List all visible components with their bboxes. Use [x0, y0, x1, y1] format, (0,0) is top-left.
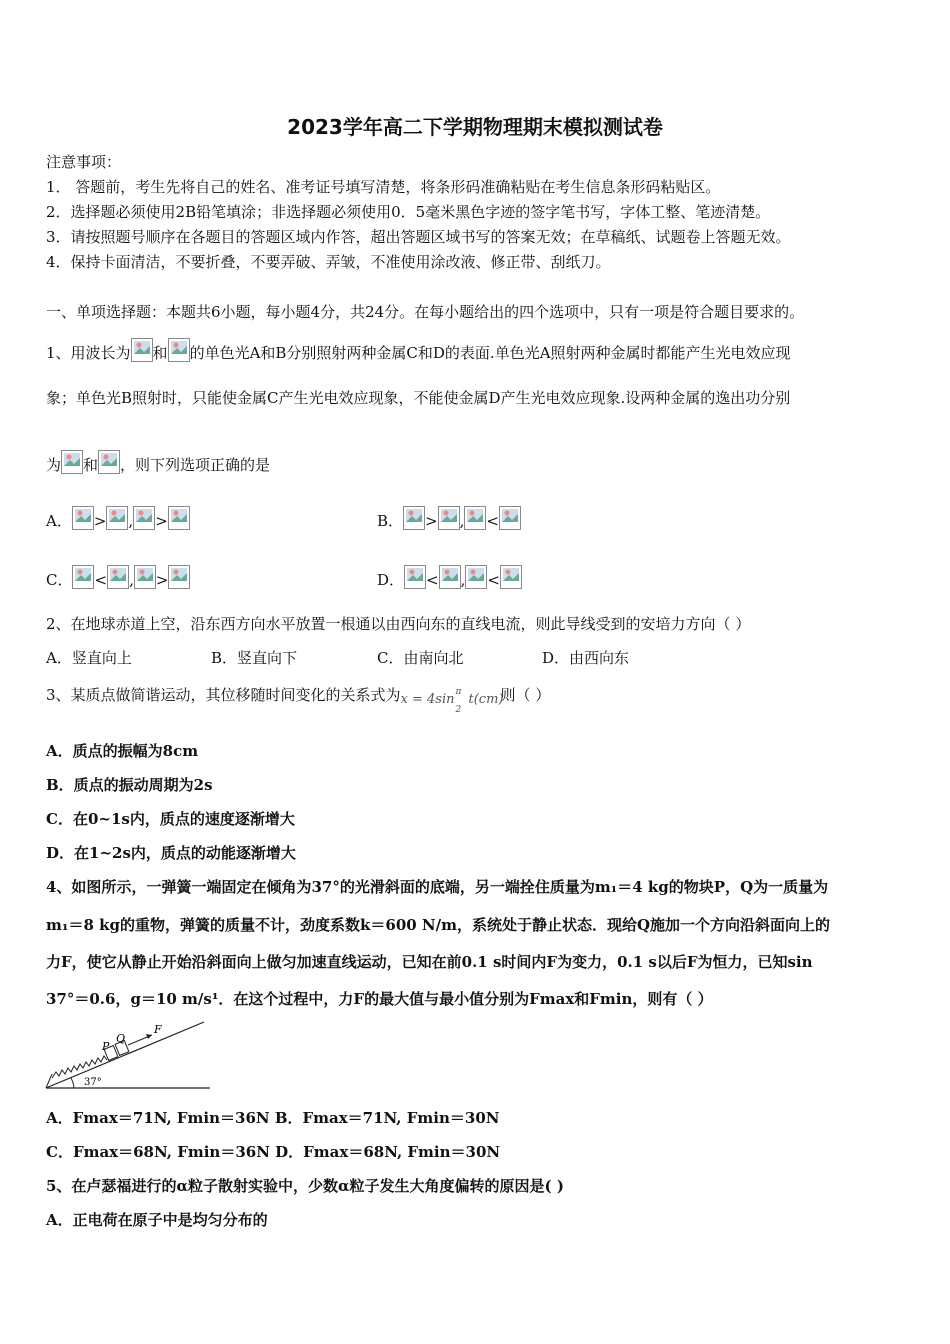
- q2-option-b[interactable]: B．竖直向下: [211, 649, 298, 667]
- broken-image-icon: [403, 506, 425, 530]
- q3-option-a[interactable]: A．质点的振幅为8cm: [46, 742, 199, 760]
- broken-image-icon: [168, 506, 190, 530]
- broken-image-icon: [439, 565, 461, 589]
- broken-image-icon: [107, 565, 129, 589]
- q1-line2: 象；单色光B照射时，只能使金属C产生光电效应现象，不能使金属D产生光电效应现象.设两种金属的逸出功分别: [46, 389, 791, 407]
- fig-label-f: F: [154, 1023, 162, 1036]
- q2-option-c[interactable]: C．由南向北: [377, 649, 464, 667]
- q4-options-cd[interactable]: C．Fmax＝68N, Fmin＝36N D．Fmax＝68N, Fmin＝30N: [46, 1143, 501, 1161]
- q4-line1: 4、如图所示，一弹簧一端固定在倾角为37°的光滑斜面的底端，另一端拴住质量为m₁＝4 kg的物块P，Q为一质量为: [46, 878, 829, 896]
- broken-image-icon: [134, 565, 156, 589]
- broken-image-icon: [499, 506, 521, 530]
- q4-line3: 力F，使它从静止开始沿斜面向上做匀加速直线运动，已知在前0.1 s时间内F为变力，0.1 s以后F为恒力，已知sin: [46, 953, 813, 971]
- q1-option-c[interactable]: C． < , >: [46, 565, 190, 592]
- q4-line4: 37°＝0.6，g＝10 m/s¹．在这个过程中，力F的最大值与最小值分别为Fmax和Fmin，则有（ ）: [46, 990, 713, 1008]
- broken-image-icon: [61, 450, 83, 474]
- q1-line3: 为 和 ，则下列选项正确的是: [46, 450, 270, 475]
- q1-line1: 1、用波长为 和 的单色光A和B分别照射两种金属C和D的表面.单色光A照射两种金属时都能产生光电效应现: [46, 338, 791, 363]
- notice-item: 2．选择题必须使用2B铅笔填涂；非选择题必须使用0．5毫米黑色字迹的签字笔书写，字体工整、笔迹清楚。: [46, 203, 771, 221]
- broken-image-icon: [72, 565, 94, 589]
- q3-option-b[interactable]: B．质点的振动周期为2s: [46, 776, 213, 794]
- broken-image-icon: [500, 565, 522, 589]
- broken-image-icon: [131, 338, 153, 362]
- q4-line2: m₁＝8 kg的重物，弹簧的质量不计，劲度系数k＝600 N/m，系统处于静止状态．现给Q施加一个方向沿斜面向上的: [46, 916, 831, 934]
- broken-image-icon: [438, 506, 460, 530]
- broken-image-icon: [106, 506, 128, 530]
- q2-stem: 2、在地球赤道上空，沿东西方向水平放置一根通以由西向东的直线电流，则此导线受到的安培力方向（ ）: [46, 615, 751, 633]
- q3-option-c[interactable]: C．在0~1s内，质点的速度逐渐增大: [46, 810, 295, 828]
- incline-spring-figure: [44, 1020, 214, 1096]
- broken-image-icon: [168, 565, 190, 589]
- broken-image-icon: [168, 338, 190, 362]
- q2-option-d[interactable]: D．由西向东: [542, 649, 630, 667]
- section-heading: 一、单项选择题：本题共6小题，每小题4分，共24分。在每小题给出的四个选项中，只有一项是符合题目要求的。: [46, 303, 805, 321]
- notice-item: 1． 答题前，考生先将自己的姓名、准考证号填写清楚，将条形码准确粘贴在考生信息条形码粘贴区。: [46, 178, 721, 196]
- notice-item: 4．保持卡面清洁，不要折叠，不要弄破、弄皱，不准使用涂改液、修正带、刮纸刀。: [46, 253, 611, 271]
- page-title: 2023学年高二下学期物理期末模拟测试卷: [287, 115, 663, 139]
- q3-option-d[interactable]: D．在1~2s内，质点的动能逐渐增大: [46, 844, 296, 862]
- broken-image-icon: [464, 506, 486, 530]
- q5-stem: 5、在卢瑟福进行的α粒子散射实验中，少数α粒子发生大角度偏转的原因是( ): [46, 1177, 564, 1195]
- broken-image-icon: [465, 565, 487, 589]
- broken-image-icon: [98, 450, 120, 474]
- notice-heading: 注意事项：: [46, 153, 122, 171]
- notice-item: 3．请按照题号顺序在各题目的答题区域内作答，超出答题区域书写的答案无效；在草稿纸、试题卷上答题无效。: [46, 228, 791, 246]
- fig-label-angle: 37°: [84, 1077, 102, 1088]
- broken-image-icon: [404, 565, 426, 589]
- q4-options-ab[interactable]: A．Fmax＝71N, Fmin＝36N B．Fmax＝71N, Fmin＝30N: [46, 1109, 500, 1127]
- broken-image-icon: [72, 506, 94, 530]
- q2-option-a[interactable]: A．竖直向上: [46, 649, 132, 667]
- fig-label-p: P: [102, 1040, 110, 1053]
- q1-option-d[interactable]: D． < , <: [377, 565, 522, 592]
- broken-image-icon: [133, 506, 155, 530]
- q3-formula: x = 4sin t(cm) π 2: [400, 687, 504, 715]
- q1-option-b[interactable]: B． > , <: [377, 506, 521, 533]
- q3-stem: 3、某质点做简谐运动，其位移随时间变化的关系式为 x = 4sin t(cm) π 2 则（ ）: [46, 686, 551, 715]
- q1-option-a[interactable]: A． > , >: [46, 506, 190, 533]
- fig-label-q: Q: [116, 1032, 126, 1045]
- q5-option-a[interactable]: A．正电荷在原子中是均匀分布的: [46, 1211, 268, 1229]
